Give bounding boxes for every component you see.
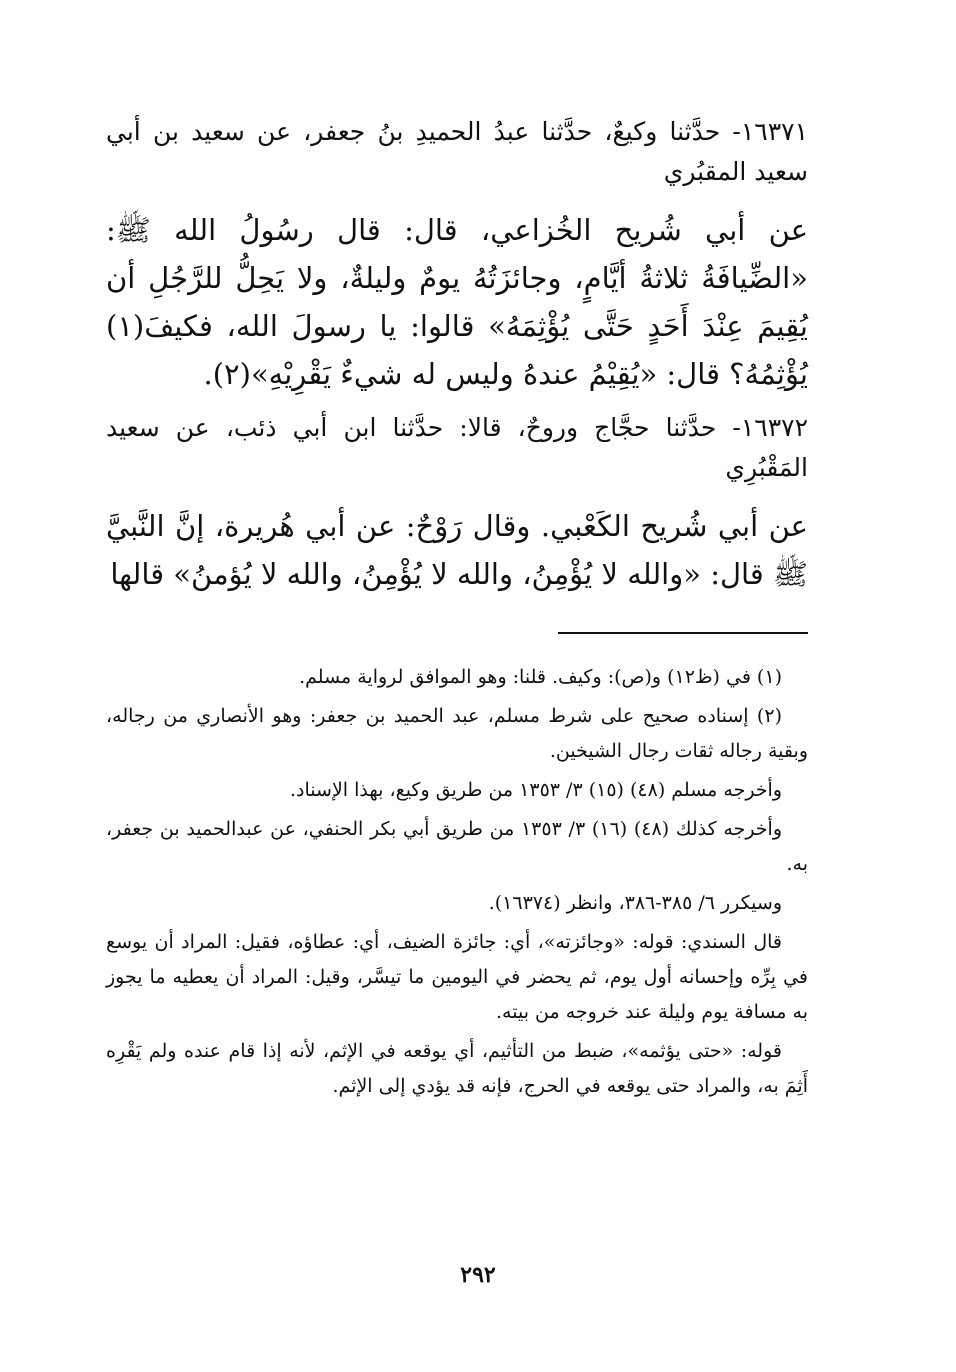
footnote-line: قال السندي: قوله: «وجائزته»، أي: جائزة الضيف، أي: عطاؤه، فقيل: المراد أن يوسع في بِرِّه وإحسانه أول يوم، ثم يحضر في اليومين ما تيسَّر، وقيل: المراد أن يعطيه ما يجوز به مسافة يوم وليلة عند خروجه من بيته. <box>106 931 808 1023</box>
hadith-isnad-16372: ١٦٣٧٢- حدَّثنا حجَّاج وروحٌ، قالا: حدَّثنا ابن أبي ذئب، عن سعيد المَقْبُرِي <box>106 413 808 482</box>
footnote-line: وسيكرر ٦/ ٣٨٥-٣٨٦، وانظر (١٦٣٧٤). <box>488 892 782 914</box>
footnotes <box>106 660 808 1104</box>
footnote-1: (١) في (ظ١٢) و(ص): وكيف. قلنا: وهو الموافق لرواية مسلم. <box>299 666 782 688</box>
footnote-line: وأخرجه مسلم (٤٨) (١٥) ٣/ ١٣٥٣ من طريق وكيع، بهذا الإسناد. <box>290 779 782 801</box>
footnote-line: وأخرجه كذلك (٤٨) (١٦) ٣/ ١٣٥٣ من طريق أبي بكر الحنفي، عن عبدالحميد بن جعفر، به. <box>106 818 808 875</box>
footnote-divider <box>558 632 808 634</box>
page-number: ٢٩٢ <box>460 1262 496 1288</box>
footnote-2: (٢) إسناده صحيح على شرط مسلم، عبد الحميد بن جعفر: وهو الأنصاري من رجاله، وبقية رجاله ثقات رجال الشيخين. <box>106 705 808 762</box>
hadith-isnad-16371: ١٦٣٧١- حدَّثنا وكيعٌ، حدَّثنا عبدُ الحميدِ بنُ جعفر، عن سعيد بن أبي سعيد المقبُري <box>106 117 808 186</box>
hadith-matn-16372: عن أبي شُريح الكَعْبي. وقال رَوْحٌ: عن أبي هُريرة، إنَّ النَّبيَّ ﷺ قال: «والله لا يُؤْمِنُ، والله لا يُؤْمِنُ، والله لا يُؤمنُ» قالها <box>106 509 808 591</box>
footnote-line: قوله: «حتى يؤثمه»، ضبط من التأثيم، أي يوقعه في الإثم، لأنه إذا قام عنده ولم يَقْرِه أَثِمَ به، والمراد حتى يوقعه في الحرج، فإنه قد يؤدي إلى الإثم. <box>106 1040 808 1097</box>
hadith-matn-16371: عن أبي شُريح الخُزاعي، قال: قال رسُولُ الله ﷺ: «الضِّيافَةُ ثلاثةُ أيَّامٍ، وجائزَتُهُ يومٌ وليلةٌ، ولا يَحِلُّ للرَّجُلِ أن يُقِيمَ عِنْدَ أَحَدٍ حَتَّى يُؤْثِمَهُ» قالوا: يا رسولَ الله، فكيفَ(١) يُؤْثِمُهُ؟ قال: «يُقِيْمُ عندهُ وليس له شيءٌ يَقْرِيْهِ»(٢). <box>106 213 808 391</box>
